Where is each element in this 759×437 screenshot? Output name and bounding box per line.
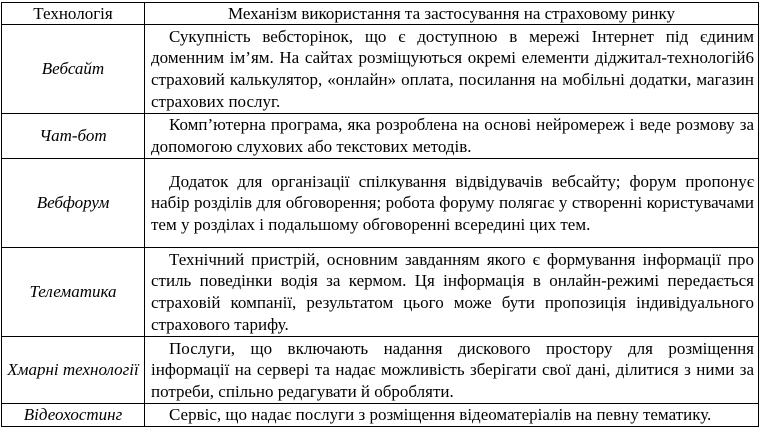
table-header-row bbox=[2, 3, 759, 25]
table-row bbox=[2, 404, 759, 427]
description-cell bbox=[145, 404, 759, 427]
technology-table-wrapper bbox=[1, 2, 758, 427]
header-technology: Технологія bbox=[2, 3, 145, 25]
technology-cell: Відеохостинг bbox=[2, 404, 145, 427]
description-text: Послуги, що включають надання дискового простору для розміщення інформації на сервері та надає можливість зберігати свої дані, ділитися з ними за потреби, спільно редагувати й обробляти. bbox=[151, 338, 754, 401]
table-row bbox=[2, 25, 759, 114]
table-row bbox=[2, 248, 759, 337]
description-text: Комп’ютерна програма, яка розроблена на основі нейромереж і веде розмову за допомогою слухових або текстових методів. bbox=[151, 115, 754, 156]
description-text: Сукупність вебсторінок, що є доступною в мережі Інтернет під єдиним доменним ім’ям. На сайтах розміщуються окремі елементи діджитал-технологій6 страховий калькулятор, «онлайн» оплата, посилання на мобільні додатки, магазин страхових послуг. bbox=[151, 26, 754, 111]
description-cell bbox=[145, 159, 759, 248]
description-text: Технічний пристрій, основним завданням якого є формування інформації про стиль поведінки водія за кермом. Ця інформація в онлайн-режимі передається страховій компанії, результатом цього може бути пропозиція індивідуального страхового тарифу. bbox=[151, 249, 754, 334]
description-cell bbox=[145, 248, 759, 337]
description-cell bbox=[145, 337, 759, 404]
table-row bbox=[2, 337, 759, 404]
technology-cell: Вебфорум bbox=[2, 159, 145, 248]
description-cell bbox=[145, 25, 759, 114]
description-cell bbox=[145, 114, 759, 159]
table-row bbox=[2, 114, 759, 159]
technology-cell: Чат-бот bbox=[2, 114, 145, 159]
technology-cell: Телематика bbox=[2, 248, 145, 337]
table-row bbox=[2, 159, 759, 248]
description-text: Додаток для організації спілкування відвідувачів вебсайту; форум пропонує набір розділів для обговорення; робота форуму полягає у створенні користувачами тем у розділах і подальшому обговоренні всередині цих тем. bbox=[151, 171, 754, 234]
header-mechanism: Механізм використання та застосування на страховому ринку bbox=[145, 3, 759, 25]
description-text: Сервіс, що надає послуги з розміщення відеоматеріалів на певну тематику. bbox=[169, 405, 712, 425]
technology-table bbox=[1, 2, 759, 427]
technology-cell: Хмарні технології bbox=[2, 337, 145, 404]
technology-cell: Вебсайт bbox=[2, 25, 145, 114]
